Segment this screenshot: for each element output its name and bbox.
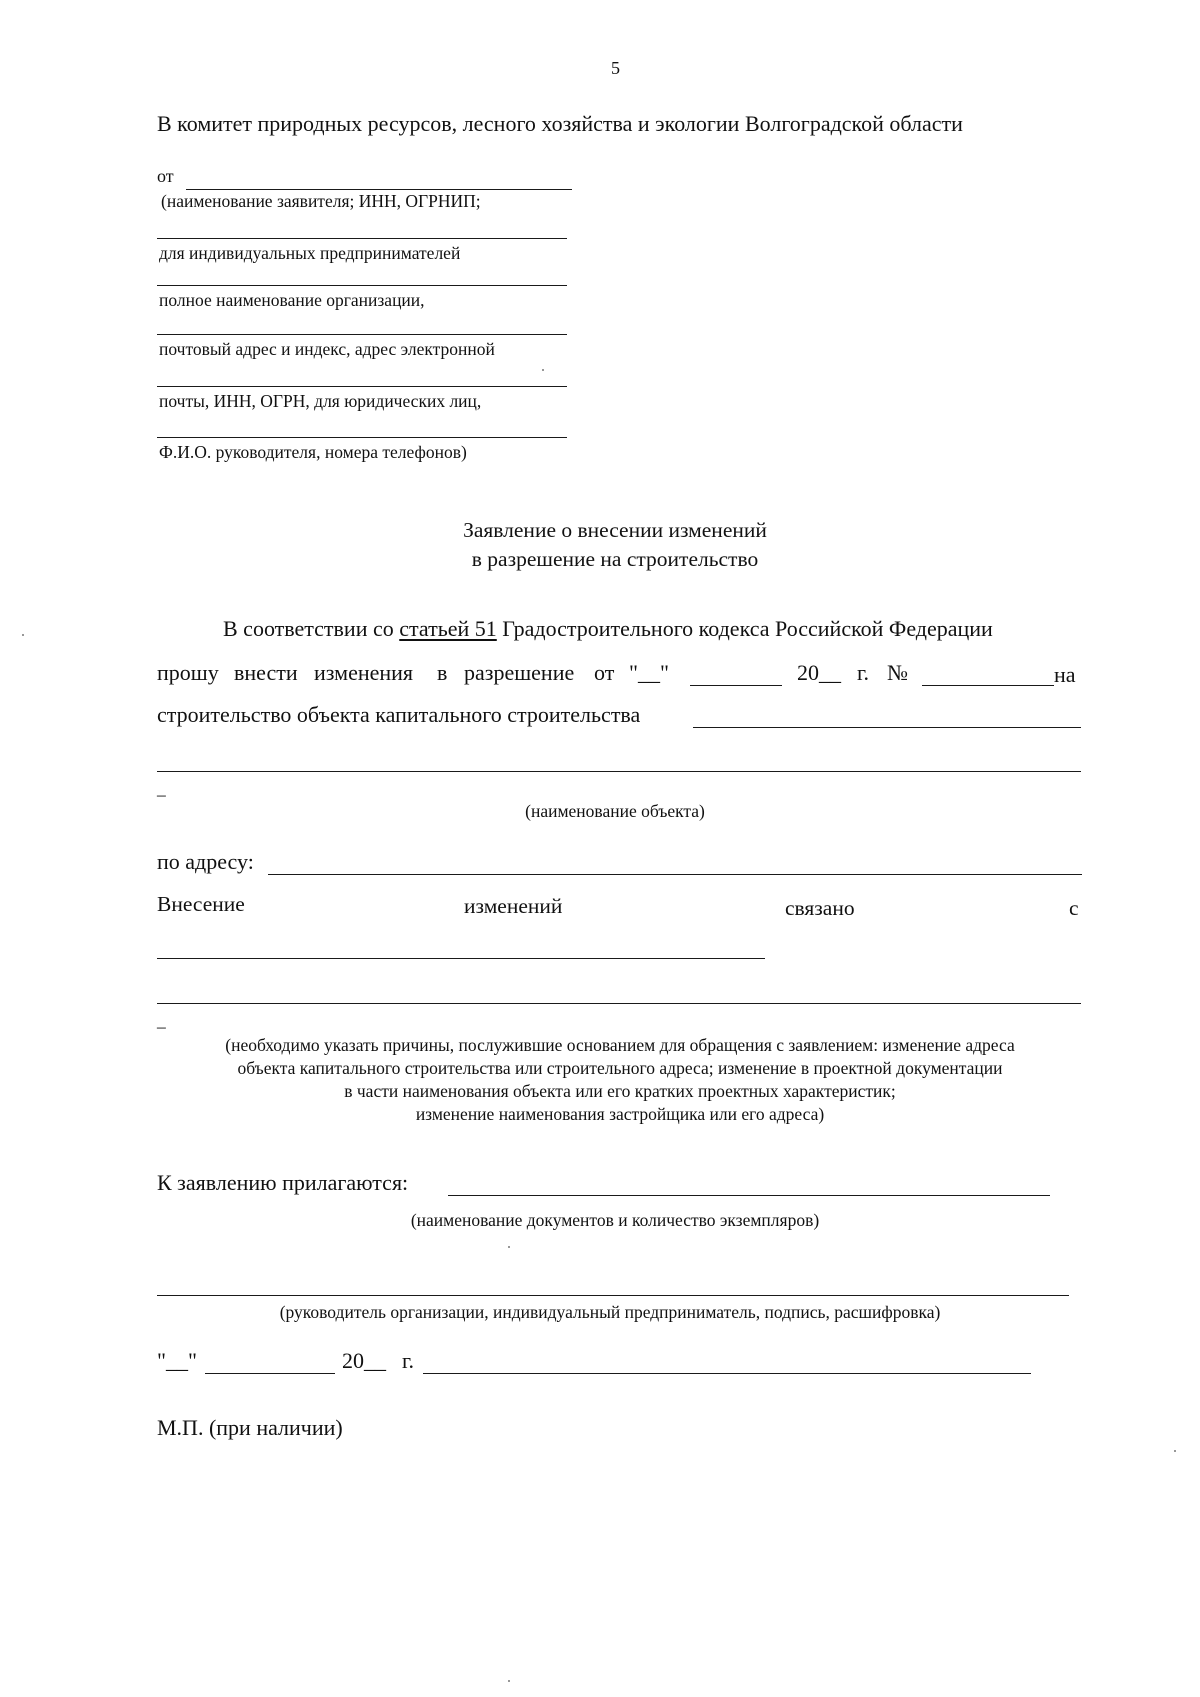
- from-label: от: [157, 166, 174, 186]
- scan-speck: [508, 1246, 510, 1248]
- sign-month-field[interactable]: [205, 1373, 335, 1374]
- reason-field-2[interactable]: [157, 1003, 1081, 1004]
- change-word-3: связано: [785, 896, 855, 920]
- document-title-line-2: в разрешение на строительство: [471, 547, 759, 571]
- attachments-label: К заявлению прилагаются:: [157, 1170, 409, 1195]
- number-sign: №: [887, 660, 908, 685]
- request-word-4: в: [437, 660, 448, 685]
- request-word-5: разрешение: [464, 660, 575, 685]
- attachments-field[interactable]: [448, 1195, 1050, 1196]
- request-word-3: изменения: [314, 660, 414, 685]
- change-word-1: Внесение: [157, 892, 245, 916]
- address-field[interactable]: [268, 874, 1082, 875]
- page-number: 5: [611, 58, 620, 78]
- object-name-field-1[interactable]: [693, 727, 1081, 728]
- applicant-field-line-1[interactable]: [186, 189, 572, 190]
- scan-speck: [22, 634, 24, 636]
- applicant-hint-5: почты, ИНН, ОГРН, для юридических лиц,: [159, 391, 482, 411]
- document-title-line-1: Заявление о внесении изменений: [463, 518, 767, 542]
- reason-caption-2: объекта капитального строительства или строительного адреса; изменение в проектной документации: [237, 1058, 1003, 1078]
- na-word: на: [1054, 662, 1076, 687]
- applicant-field-line-4[interactable]: [157, 334, 567, 335]
- applicant-field-line-6[interactable]: [157, 437, 567, 438]
- signature-caption: (руководитель организации, индивидуальный предприниматель, подпись, расшифровка): [279, 1302, 941, 1322]
- paragraph-intro-end: Градостроительного кодекса Российской Федерации: [502, 616, 993, 641]
- change-word-2: изменений: [464, 894, 563, 918]
- reason-caption-4: изменение наименования застройщика или его адреса): [415, 1104, 825, 1124]
- attachments-caption: (наименование документов и количество экземпляров): [410, 1210, 820, 1230]
- permit-year: 20__: [797, 660, 841, 685]
- object-caption: (наименование объекта): [525, 801, 705, 821]
- applicant-field-line-5[interactable]: [157, 386, 567, 387]
- permit-day-quote: "__": [629, 660, 669, 685]
- reason-caption-3: в части наименования объекта или его кратких проектных характеристик;: [344, 1081, 896, 1101]
- dash-mark-1: _: [157, 778, 166, 798]
- permit-year-suffix: г.: [857, 660, 870, 685]
- request-word-6: от: [594, 660, 615, 685]
- signature-field[interactable]: [157, 1295, 1069, 1296]
- reason-caption-1: (необходимо указать причины, послужившие основанием для обращения с заявлением: изменение адреса: [225, 1035, 1015, 1055]
- object-name-field-2[interactable]: [157, 771, 1081, 772]
- paragraph-intro-start: В соответствии со: [223, 616, 394, 641]
- sign-extra-field[interactable]: [423, 1373, 1031, 1374]
- applicant-hint-6: Ф.И.О. руководителя, номера телефонов): [159, 442, 467, 462]
- applicant-hint-3: полное наименование организации,: [159, 290, 425, 310]
- sign-day-quote: "__": [157, 1348, 197, 1373]
- reason-field-1[interactable]: [157, 958, 765, 959]
- applicant-field-line-2[interactable]: [157, 238, 567, 239]
- scan-speck: [542, 369, 544, 371]
- stamp-label: М.П. (при наличии): [157, 1415, 343, 1440]
- sign-year-suffix: г.: [402, 1348, 415, 1373]
- applicant-hint-2: для индивидуальных предпринимателей: [159, 243, 461, 263]
- request-word-1: прошу: [157, 660, 219, 685]
- object-label: строительство объекта капитального строительства: [157, 702, 641, 727]
- sign-year: 20__: [342, 1348, 386, 1373]
- address-label: по адресу:: [157, 849, 254, 874]
- paragraph-intro: [223, 616, 993, 642]
- article-51-link[interactable]: статьей 51: [399, 616, 497, 641]
- dash-mark-2: _: [157, 1010, 166, 1030]
- addressee: В комитет природных ресурсов, лесного хозяйства и экологии Волгоградской области: [157, 111, 963, 136]
- change-word-4: с: [1069, 896, 1079, 920]
- scan-speck: [1174, 1450, 1176, 1452]
- applicant-hint-1: (наименование заявителя; ИНН, ОГРНИП;: [161, 191, 481, 211]
- permit-number-field[interactable]: [922, 685, 1054, 686]
- applicant-hint-4: почтовый адрес и индекс, адрес электронной: [159, 339, 495, 359]
- scan-speck: [508, 1680, 510, 1682]
- permit-month-field[interactable]: [690, 685, 782, 686]
- request-word-2: внести: [234, 660, 298, 685]
- applicant-field-line-3[interactable]: [157, 285, 567, 286]
